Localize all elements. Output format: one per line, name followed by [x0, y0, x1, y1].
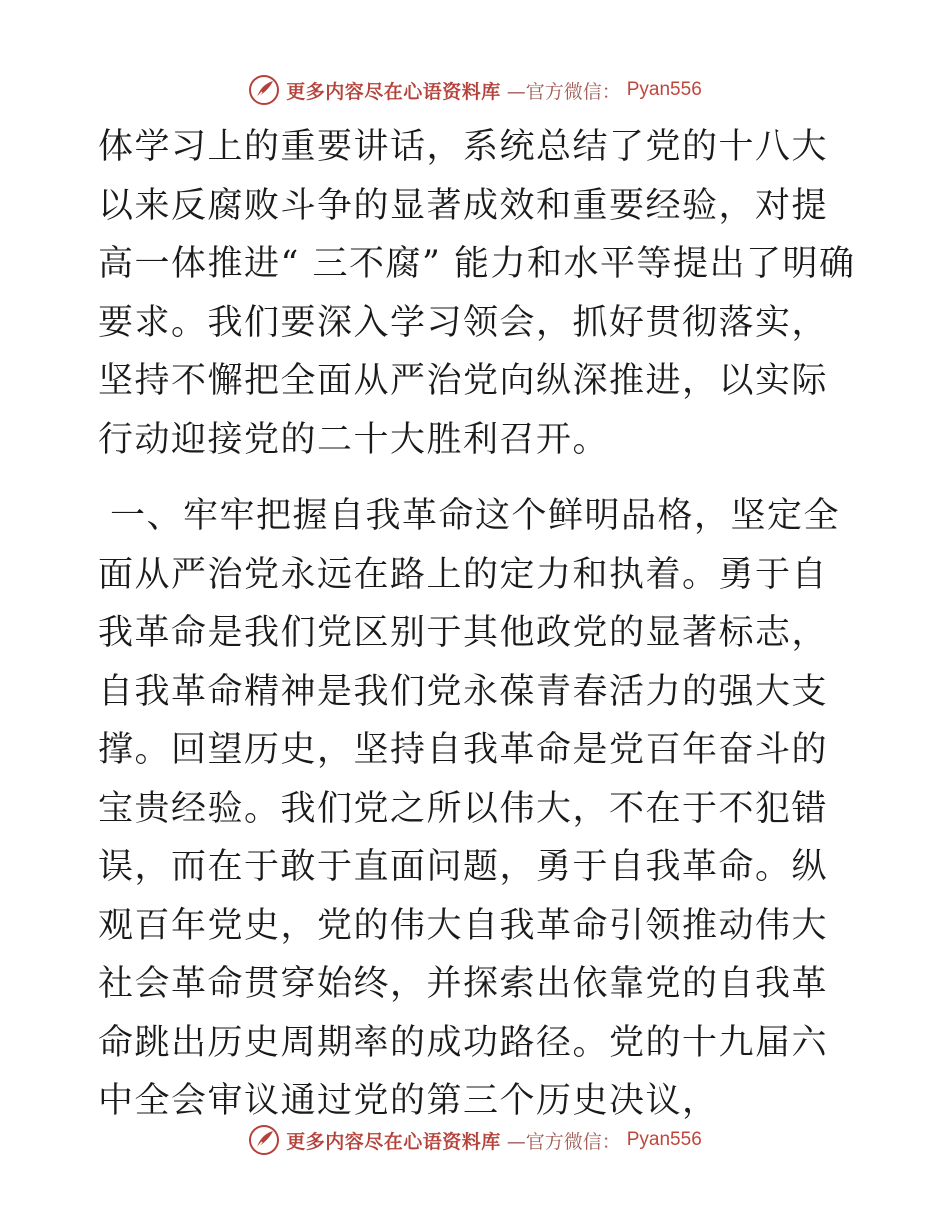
banner-middle-text: —官方微信：	[506, 1130, 621, 1153]
header-watermark	[0, 70, 950, 110]
banner-wechat-id: Pyan556	[626, 1129, 702, 1150]
banner-middle-text: —官方微信：	[506, 80, 621, 103]
quill-logo-icon	[248, 1124, 280, 1156]
paragraph-continuation: 体学习上的重要讲话，系统总结了党的十八大以来反腐败斗争的显著成效和重要经验，对提高一体推进“ 三不腐” 能力和水平等提出了明确要求。我们要深入学习领会，抓好贯彻落实，坚持不懈把全面从严治党向纵深推进，以实际行动迎接党的二十大胜利召开。	[98, 127, 856, 460]
banner-wechat-id: Pyan556	[626, 79, 702, 100]
quill-logo-icon	[248, 74, 280, 106]
document-body	[98, 118, 858, 1131]
banner-lead-text: 更多内容尽在心语资料库	[286, 1130, 501, 1153]
banner-lead-text: 更多内容尽在心语资料库	[286, 80, 501, 103]
paragraph-section-one: 一、牢牢把握自我革命这个鲜明品格，坚定全面从严治党永远在路上的定力和执着。勇于自我革命是我们党区别于其他政党的显著标志，自我革命精神是我们党永葆青春活力的强大支撑。回望历史，坚持自我革命是党百年奋斗的宝贵经验。我们党之所以伟大，不在于不犯错误，而在于敢于直面问题，勇于自我革命。纵观百年党史，党的伟大自我革命引领推动伟大社会革命贯穿始终，并探索出依靠党的自我革命跳出历史周期率的成功路径。党的十九届六中全会审议通过党的第三个历史决议，	[98, 496, 841, 1121]
footer-watermark	[0, 1120, 950, 1160]
